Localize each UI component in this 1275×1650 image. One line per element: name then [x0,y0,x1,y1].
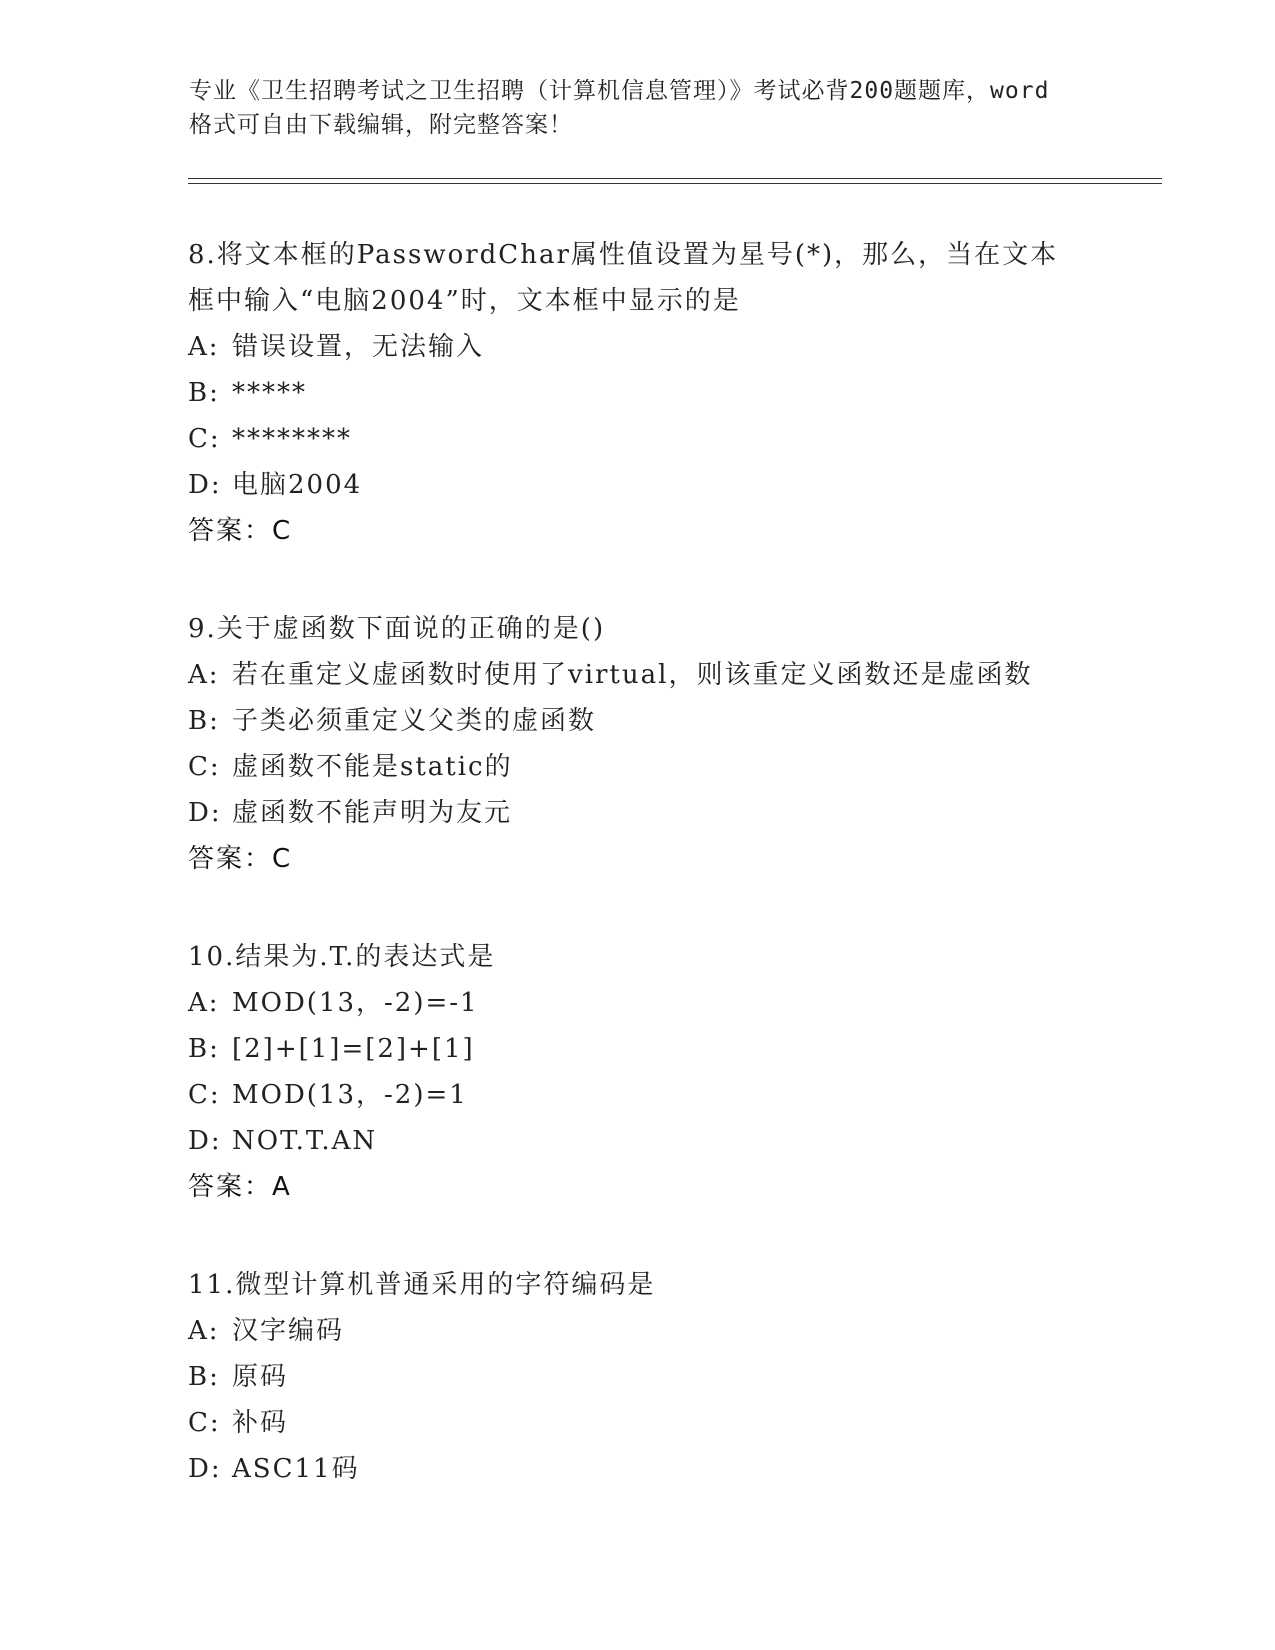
option-b [188,1354,1088,1400]
option-letter: A: [188,988,220,1018]
question-stem: 10.结果为.T.的表达式是 [188,942,496,972]
question-8 [188,232,1088,554]
option-text: 电脑2004 [232,470,363,500]
header-line-2: 格式可自由下载编辑，附完整答案！ [189,112,573,138]
option-text: ASC11码 [232,1454,360,1484]
option-text: 错误设置，无法输入 [232,332,485,362]
answer-line: 答案：C [188,844,293,874]
option-text: ***** [232,378,307,408]
option-letter: B: [188,706,220,736]
question-9 [188,606,1088,882]
answer-line: 答案：C [188,516,293,546]
option-b [188,698,1088,744]
option-letter: C: [188,752,221,782]
option-text: [2]+[1]=[2]+[1] [232,1034,475,1064]
option-text: MOD(13，-2)=1 [232,1080,468,1110]
question-stem: 11.微型计算机普通采用的字符编码是 [188,1270,656,1300]
option-letter: B: [188,1034,220,1064]
option-d [188,1446,1088,1492]
option-a [188,652,1088,698]
option-text: 虚函数不能声明为友元 [232,798,513,828]
option-letter: A: [188,660,220,690]
option-a [188,324,1088,370]
header-line-1: 专业《卫生招聘考试之卫生招聘（计算机信息管理）》考试必背200题题库，word [189,78,1050,104]
option-letter: D: [188,798,222,828]
option-letter: D: [188,470,222,500]
option-c [188,1400,1088,1446]
document-header [189,74,1089,142]
question-10 [188,934,1088,1210]
option-letter: B: [188,1362,220,1392]
option-letter: B: [188,378,220,408]
question-stem-continued: 框中输入“电脑2004”时，文本框中显示的是 [188,286,741,316]
option-text: MOD(13，-2)=-1 [232,988,479,1018]
question-list [188,232,1088,1544]
option-c [188,744,1088,790]
question-11 [188,1262,1088,1492]
option-text: 原码 [232,1362,289,1392]
option-text: ******** [232,424,352,454]
question-stem: 9.关于虚函数下面说的正确的是() [188,614,606,644]
option-letter: A: [188,332,220,362]
option-letter: A: [188,1316,220,1346]
header-divider-bottom [188,183,1162,184]
option-d [188,790,1088,836]
option-text: 若在重定义虚函数时使用了virtual，则该重定义函数还是虚函数 [232,660,1033,690]
header-divider-top [188,178,1162,179]
option-d [188,1118,1088,1164]
option-text: 汉字编码 [232,1316,345,1346]
option-b [188,370,1088,416]
option-c [188,1072,1088,1118]
option-letter: D: [188,1454,222,1484]
option-letter: C: [188,1080,221,1110]
answer-line: 答案：A [188,1172,292,1202]
option-letter: C: [188,424,221,454]
option-a [188,980,1088,1026]
option-letter: D: [188,1126,222,1156]
option-text: 子类必须重定义父类的虚函数 [232,706,597,736]
question-stem: 8.将文本框的PasswordChar属性值设置为星号(*)，那么，当在文本 [188,240,1059,270]
option-text: 补码 [232,1408,289,1438]
option-c [188,416,1088,462]
option-text: NOT.T.AN [232,1126,378,1156]
option-text: 虚函数不能是static的 [232,752,513,782]
option-letter: C: [188,1408,221,1438]
option-b [188,1026,1088,1072]
option-a [188,1308,1088,1354]
option-d [188,462,1088,508]
